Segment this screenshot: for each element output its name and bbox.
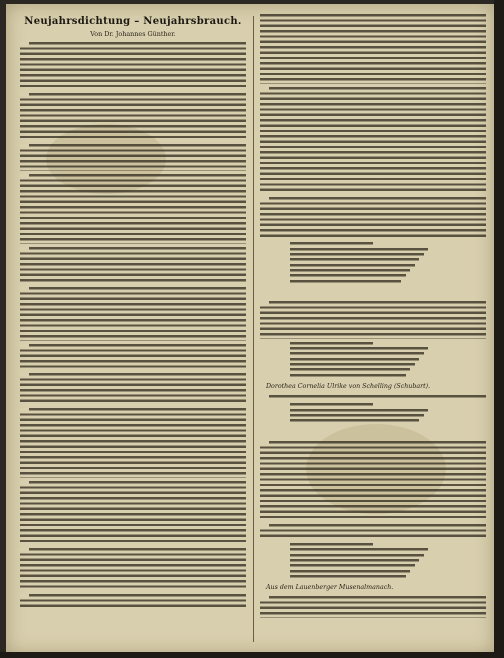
left-column xyxy=(20,14,246,646)
scan-edge xyxy=(0,652,504,658)
scan-edge xyxy=(494,0,504,658)
text-paragraph xyxy=(260,395,486,400)
text-paragraph xyxy=(20,287,246,341)
article-byline: Von Dr. Johannes Günther. xyxy=(90,30,176,38)
verse-attribution: Dorothea Cornelia Ulrike von Schelling (Schubart). xyxy=(266,382,431,390)
text-paragraph xyxy=(20,373,246,405)
verse-attribution xyxy=(266,429,486,437)
verse-line xyxy=(290,575,406,580)
right-column-body-end xyxy=(260,596,486,617)
verse-block xyxy=(290,403,440,424)
right-column-body-top xyxy=(260,14,486,239)
text-paragraph xyxy=(260,14,486,84)
right-column xyxy=(260,14,486,646)
verse-line xyxy=(290,419,419,424)
text-paragraph xyxy=(20,408,246,478)
text-paragraph xyxy=(260,301,486,338)
verse-block xyxy=(290,342,440,379)
text-paragraph xyxy=(20,247,246,284)
right-column-body-mid xyxy=(260,301,486,338)
verse-line xyxy=(290,280,401,285)
text-paragraph xyxy=(20,548,246,591)
text-paragraph xyxy=(260,87,486,194)
text-paragraph xyxy=(20,144,246,171)
text-paragraph xyxy=(20,174,246,244)
text-paragraph xyxy=(20,93,246,141)
text-paragraph xyxy=(260,524,486,540)
left-column-body xyxy=(20,42,246,610)
column-divider xyxy=(253,16,254,642)
right-column-body-after-verse xyxy=(260,395,486,400)
text-paragraph xyxy=(20,481,246,545)
text-paragraph xyxy=(20,344,246,371)
verse-attribution: Aus dem Lauenberger Musenalmanach. xyxy=(266,584,394,592)
text-paragraph xyxy=(20,594,246,610)
text-paragraph xyxy=(260,596,486,617)
verse-block xyxy=(290,543,440,580)
verse-block xyxy=(290,242,440,285)
article-headline: Neujahrsdichtung – Neujahrsbrauch. xyxy=(24,16,242,27)
right-column-body-low xyxy=(260,441,486,540)
text-paragraph xyxy=(260,197,486,240)
verse-attribution xyxy=(266,289,486,297)
text-paragraph xyxy=(20,42,246,90)
verse-line xyxy=(290,374,406,379)
newspaper-page xyxy=(6,4,494,654)
text-paragraph xyxy=(260,441,486,521)
